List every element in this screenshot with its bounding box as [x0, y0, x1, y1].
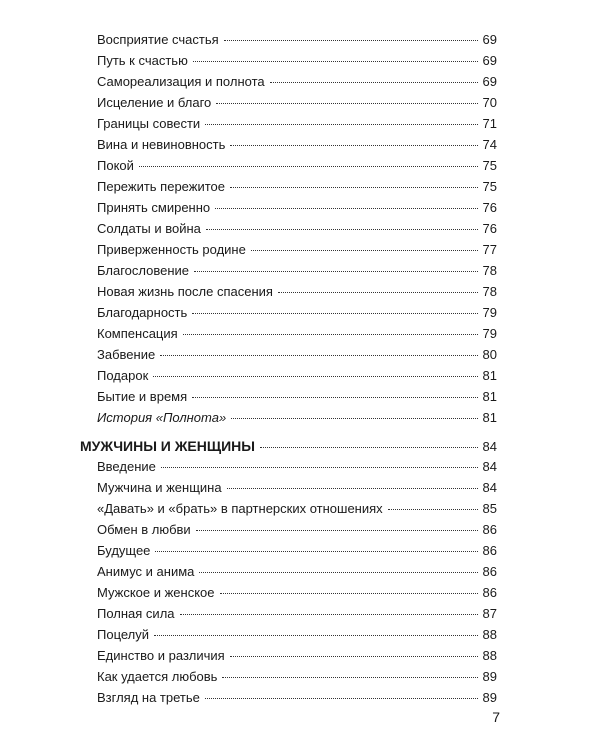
toc-entry-title: Поцелуй: [97, 627, 150, 642]
toc-entry-page: 88: [482, 648, 497, 663]
dot-leader: [251, 250, 478, 251]
toc-entry: [97, 646, 497, 666]
toc-entry-title: Бытие и время: [97, 389, 188, 404]
toc-entry-title: Компенсация: [97, 326, 178, 341]
toc-entry-title: Путь к счастью: [97, 53, 188, 68]
dot-leader: [231, 418, 478, 419]
dot-leader: [155, 551, 478, 552]
toc-entry-title: Единство и различия: [97, 648, 225, 663]
toc-entry: [97, 457, 497, 477]
dot-leader: [230, 187, 478, 188]
dot-leader: [260, 447, 478, 448]
dot-leader: [220, 593, 479, 594]
toc-entry-page: 74: [482, 137, 497, 152]
toc-entry: [97, 72, 497, 92]
toc-entry-title: Приверженность родине: [97, 242, 246, 257]
toc-entry-page: 88: [482, 627, 497, 642]
toc-entry: [97, 541, 497, 561]
dot-leader: [216, 103, 478, 104]
toc-entry: [97, 520, 497, 540]
toc-entry-page: 81: [482, 389, 497, 404]
toc-entry-page: 75: [482, 179, 497, 194]
toc-entry: [97, 625, 497, 645]
toc-entry: [97, 240, 497, 260]
toc-entry-title: Исцеление и благо: [97, 95, 212, 110]
dot-leader: [230, 656, 478, 657]
toc-entry-page: 70: [482, 95, 497, 110]
toc-entry-page: 85: [482, 501, 497, 516]
toc-entry-page: 89: [482, 669, 497, 684]
toc-entry: [97, 303, 497, 323]
toc-entry-page: 86: [482, 543, 497, 558]
toc-entry-title: Благодарность: [97, 305, 188, 320]
toc-entry: [97, 667, 497, 687]
dot-leader: [215, 208, 478, 209]
toc-entry-page: 78: [482, 263, 497, 278]
toc-entry: [97, 51, 497, 71]
toc-entry-page: 71: [482, 116, 497, 131]
toc-entry-page: 69: [482, 53, 497, 68]
toc-entry-title: Как удается любовь: [97, 669, 218, 684]
dot-leader: [193, 61, 478, 62]
toc-entry-page: 86: [482, 585, 497, 600]
toc-entry: [97, 387, 497, 407]
dot-leader: [222, 677, 478, 678]
toc-entry-title: Пережить пережитое: [97, 179, 225, 194]
dot-leader: [183, 334, 478, 335]
dot-leader: [205, 698, 478, 699]
dot-leader: [180, 614, 478, 615]
toc-entry-page: 84: [482, 439, 497, 454]
toc-section-heading: [80, 436, 497, 456]
toc-entry-title: Подарок: [97, 368, 149, 383]
toc-entry-title: Забвение: [97, 347, 156, 362]
toc-entry-title: Мужское и женское: [97, 585, 215, 600]
toc-entry-page: 77: [482, 242, 497, 257]
dot-leader: [278, 292, 478, 293]
toc-entry-page: 79: [482, 305, 497, 320]
toc-entry: [97, 177, 497, 197]
toc-entry: [97, 282, 497, 302]
toc-entry-title: Восприятие счастья: [97, 32, 219, 47]
dot-leader: [224, 40, 478, 41]
toc-entry: [97, 93, 497, 113]
dot-leader: [154, 635, 478, 636]
toc-entry-title: Обмен в любви: [97, 522, 191, 537]
page-number: 7: [492, 709, 500, 725]
toc-entry-title: Новая жизнь после спасения: [97, 284, 273, 299]
toc-entry: [97, 198, 497, 218]
toc-entry-page: 86: [482, 522, 497, 537]
toc-entry-title: История «Полнота»: [97, 410, 227, 425]
toc-entry: [97, 366, 497, 386]
dot-leader: [160, 355, 478, 356]
toc-entry: [97, 604, 497, 624]
toc-entry-title: Будущее: [97, 543, 151, 558]
toc-entry: [97, 135, 497, 155]
toc-entry-title: «Давать» и «брать» в партнерских отношениях: [97, 501, 383, 516]
toc-entry-title: Благословение: [97, 263, 190, 278]
dot-leader: [139, 166, 478, 167]
toc-entry-page: 76: [482, 221, 497, 236]
toc-entry-page: 81: [482, 410, 497, 425]
toc-entry-title: Солдаты и война: [97, 221, 201, 236]
toc-entry-title: Введение: [97, 459, 156, 474]
toc-entry: [97, 499, 497, 519]
toc-entry: [97, 478, 497, 498]
toc-entry: [97, 219, 497, 239]
dot-leader: [161, 467, 478, 468]
toc-entry-page: 69: [482, 74, 497, 89]
toc-entry: [97, 261, 497, 281]
toc-entry: [97, 324, 497, 344]
toc-entry-page: 69: [482, 32, 497, 47]
toc-entry-page: 87: [482, 606, 497, 621]
toc-entry-title: Покой: [97, 158, 134, 173]
toc-entry-page: 76: [482, 200, 497, 215]
toc-entry-title: Самореализация и полнота: [97, 74, 265, 89]
toc-entry-title: Полная сила: [97, 606, 175, 621]
toc-entry-page: 75: [482, 158, 497, 173]
toc-entry-page: 79: [482, 326, 497, 341]
toc-entry-title: Мужчина и женщина: [97, 480, 222, 495]
toc-entry: [97, 114, 497, 134]
dot-leader: [153, 376, 478, 377]
toc-entry-title: Вина и невиновность: [97, 137, 226, 152]
dot-leader: [199, 572, 478, 573]
dot-leader: [270, 82, 478, 83]
toc-entry-page: 84: [482, 480, 497, 495]
toc-entry: [97, 345, 497, 365]
toc-entry-page: 81: [482, 368, 497, 383]
toc-entry: [97, 688, 497, 708]
toc-entry: [97, 30, 497, 50]
toc-entry-title: Принять смиренно: [97, 200, 211, 215]
dot-leader: [206, 229, 478, 230]
toc-entry: [97, 562, 497, 582]
toc-entry-page: 86: [482, 564, 497, 579]
toc-entry-page: 84: [482, 459, 497, 474]
dot-leader: [388, 509, 478, 510]
toc-entry-title: Границы совести: [97, 116, 201, 131]
dot-leader: [192, 397, 478, 398]
dot-leader: [192, 313, 478, 314]
toc-section-title: МУЖЧИНЫ И ЖЕНЩИНЫ: [80, 438, 255, 454]
toc-entry-page: 78: [482, 284, 497, 299]
dot-leader: [227, 488, 478, 489]
dot-leader: [196, 530, 478, 531]
toc-entry: [97, 583, 497, 603]
toc-entry-story: [97, 408, 497, 428]
toc-entry-title: Анимус и анима: [97, 564, 195, 579]
toc-entry-title: Взгляд на третье: [97, 690, 200, 705]
toc-entry-page: 80: [482, 347, 497, 362]
dot-leader: [205, 124, 478, 125]
toc-entry-page: 89: [482, 690, 497, 705]
dot-leader: [194, 271, 478, 272]
dot-leader: [230, 145, 478, 146]
toc-entry: [97, 156, 497, 176]
